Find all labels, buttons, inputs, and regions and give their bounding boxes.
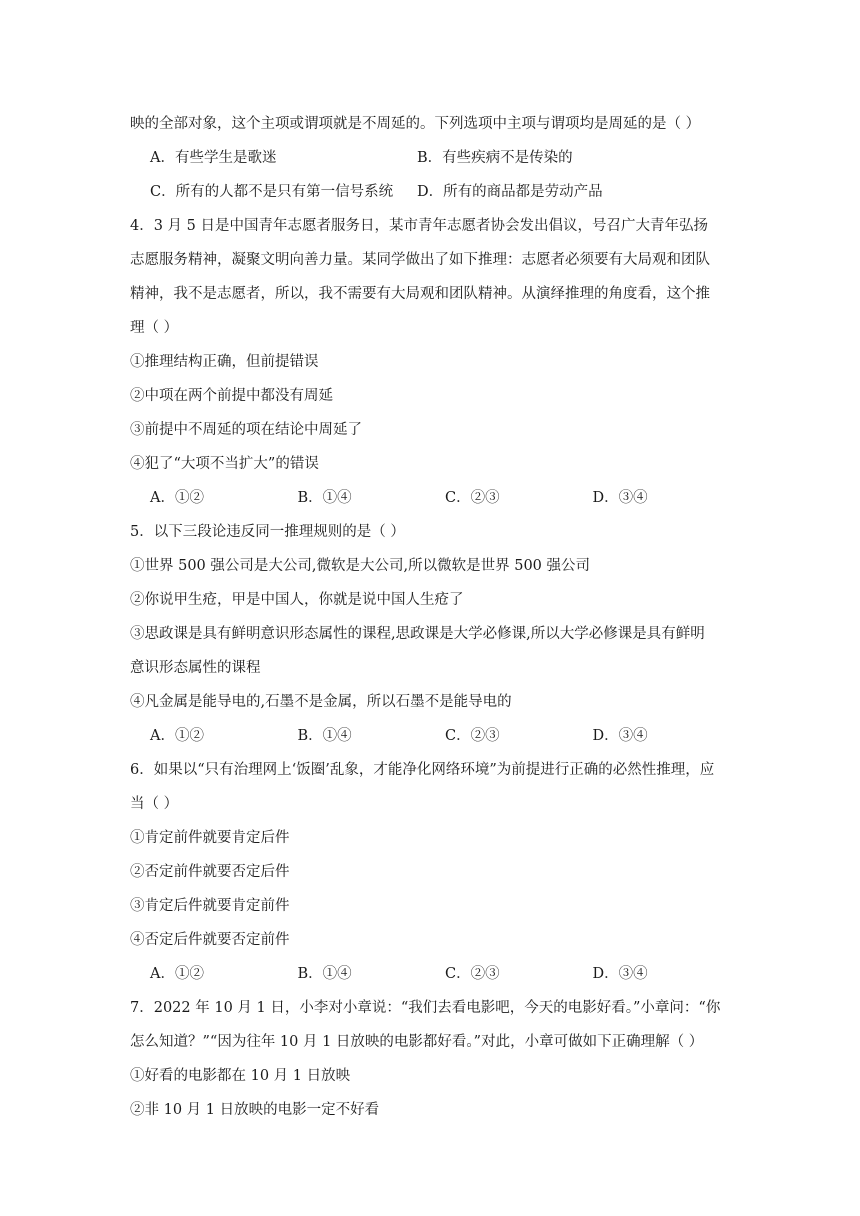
q4-item-3: ③前提中不周延的项在结论中周延了 bbox=[130, 422, 362, 438]
q4-option-a[interactable]: A．①② bbox=[150, 490, 204, 506]
q6-option-a[interactable]: A．①② bbox=[150, 966, 204, 982]
q6-option-c[interactable]: C．②③ bbox=[445, 966, 500, 982]
q5-item-3: ③思政课是具有鲜明意识形态属性的课程,思政课是大学必修课,所以大学必修课是具有鲜明 bbox=[130, 626, 705, 642]
q7-stem-line-1: 7．2022 年 10 月 1 日，小李对小章说：“我们去看电影吧，今天的电影好看。”小章问：“你 bbox=[130, 1000, 721, 1016]
q4-option-d[interactable]: D．③④ bbox=[592, 490, 648, 506]
q5-item-4: ④凡金属是能导电的,石墨不是金属，所以石墨不是能导电的 bbox=[130, 694, 512, 710]
q6-item-4: ④否定后件就要否定前件 bbox=[130, 932, 290, 948]
q4-option-b[interactable]: B．①④ bbox=[297, 490, 352, 506]
q6-stem-line-2: 当（ ） bbox=[130, 796, 179, 812]
q3-option-c[interactable]: C．所有的人都不是只有第一信号系统 bbox=[150, 184, 394, 200]
q5-option-b[interactable]: B．①④ bbox=[297, 728, 352, 744]
q3-option-b[interactable]: B．有些疾病不是传染的 bbox=[417, 150, 573, 166]
q5-item-3-continued: 意识形态属性的课程 bbox=[130, 660, 261, 676]
q4-option-c[interactable]: C．②③ bbox=[445, 490, 500, 506]
q3-options-row-1 bbox=[130, 141, 740, 175]
q3-option-a[interactable]: A．有些学生是歌迷 bbox=[150, 150, 277, 166]
q6-option-b[interactable]: B．①④ bbox=[297, 966, 352, 982]
q4-options bbox=[130, 481, 740, 515]
q4-item-2: ②中项在两个前提中都没有周延 bbox=[130, 388, 333, 404]
q3-option-d[interactable]: D．所有的商品都是劳动产品 bbox=[417, 184, 603, 200]
q6-item-1: ①肯定前件就要肯定后件 bbox=[130, 830, 290, 846]
q5-stem: 5．以下三段论违反同一推理规则的是（ ） bbox=[130, 524, 405, 540]
q5-option-a[interactable]: A．①② bbox=[150, 728, 204, 744]
q6-options bbox=[130, 957, 740, 991]
q6-item-3: ③肯定后件就要肯定前件 bbox=[130, 898, 290, 914]
q6-option-d[interactable]: D．③④ bbox=[592, 966, 648, 982]
q7-stem-line-2: 怎么知道？”“因为往年 10 月 1 日放映的电影都好看。”对此，小章可做如下正确理解（ ） bbox=[130, 1034, 704, 1050]
q3-options-row-2 bbox=[130, 175, 740, 209]
q6-item-2: ②否定前件就要否定后件 bbox=[130, 864, 290, 880]
q4-stem-line-1: 4．3 月 5 日是中国青年志愿者服务日，某市青年志愿者协会发出倡议，号召广大青年弘扬 bbox=[130, 218, 708, 234]
question-content bbox=[130, 107, 740, 1127]
q3-stem-continuation: 映的全部对象，这个主项或谓项就是不周延的。下列选项中主项与谓项均是周延的是（ ） bbox=[130, 116, 701, 132]
q7-item-2: ②非 10 月 1 日放映的电影一定不好看 bbox=[130, 1102, 380, 1118]
q4-stem-line-4: 理（ ） bbox=[130, 320, 179, 336]
q5-option-d[interactable]: D．③④ bbox=[592, 728, 648, 744]
q5-item-2: ②你说甲生疮，甲是中国人，你就是说中国人生疮了 bbox=[130, 592, 464, 608]
q4-stem-line-3: 精神，我不是志愿者，所以，我不需要有大局观和团队精神。从演绎推理的角度看，这个推 bbox=[130, 286, 710, 302]
q4-stem-line-2: 志愿服务精神，凝聚文明向善力量。某同学做出了如下推理：志愿者必须要有大局观和团队 bbox=[130, 252, 710, 268]
q6-stem-line-1: 6．如果以“只有治理网上‘饭圈’乱象，才能净化网络环境”为前提进行正确的必然性推理，应 bbox=[130, 762, 715, 778]
q5-item-1: ①世界 500 强公司是大公司,微软是大公司,所以微软是世界 500 强公司 bbox=[130, 558, 591, 574]
q5-options bbox=[130, 719, 740, 753]
q4-item-4: ④犯了“大项不当扩大”的错误 bbox=[130, 456, 319, 472]
q5-option-c[interactable]: C．②③ bbox=[445, 728, 500, 744]
q4-item-1: ①推理结构正确，但前提错误 bbox=[130, 354, 319, 370]
q7-item-1: ①好看的电影都在 10 月 1 日放映 bbox=[130, 1068, 351, 1084]
